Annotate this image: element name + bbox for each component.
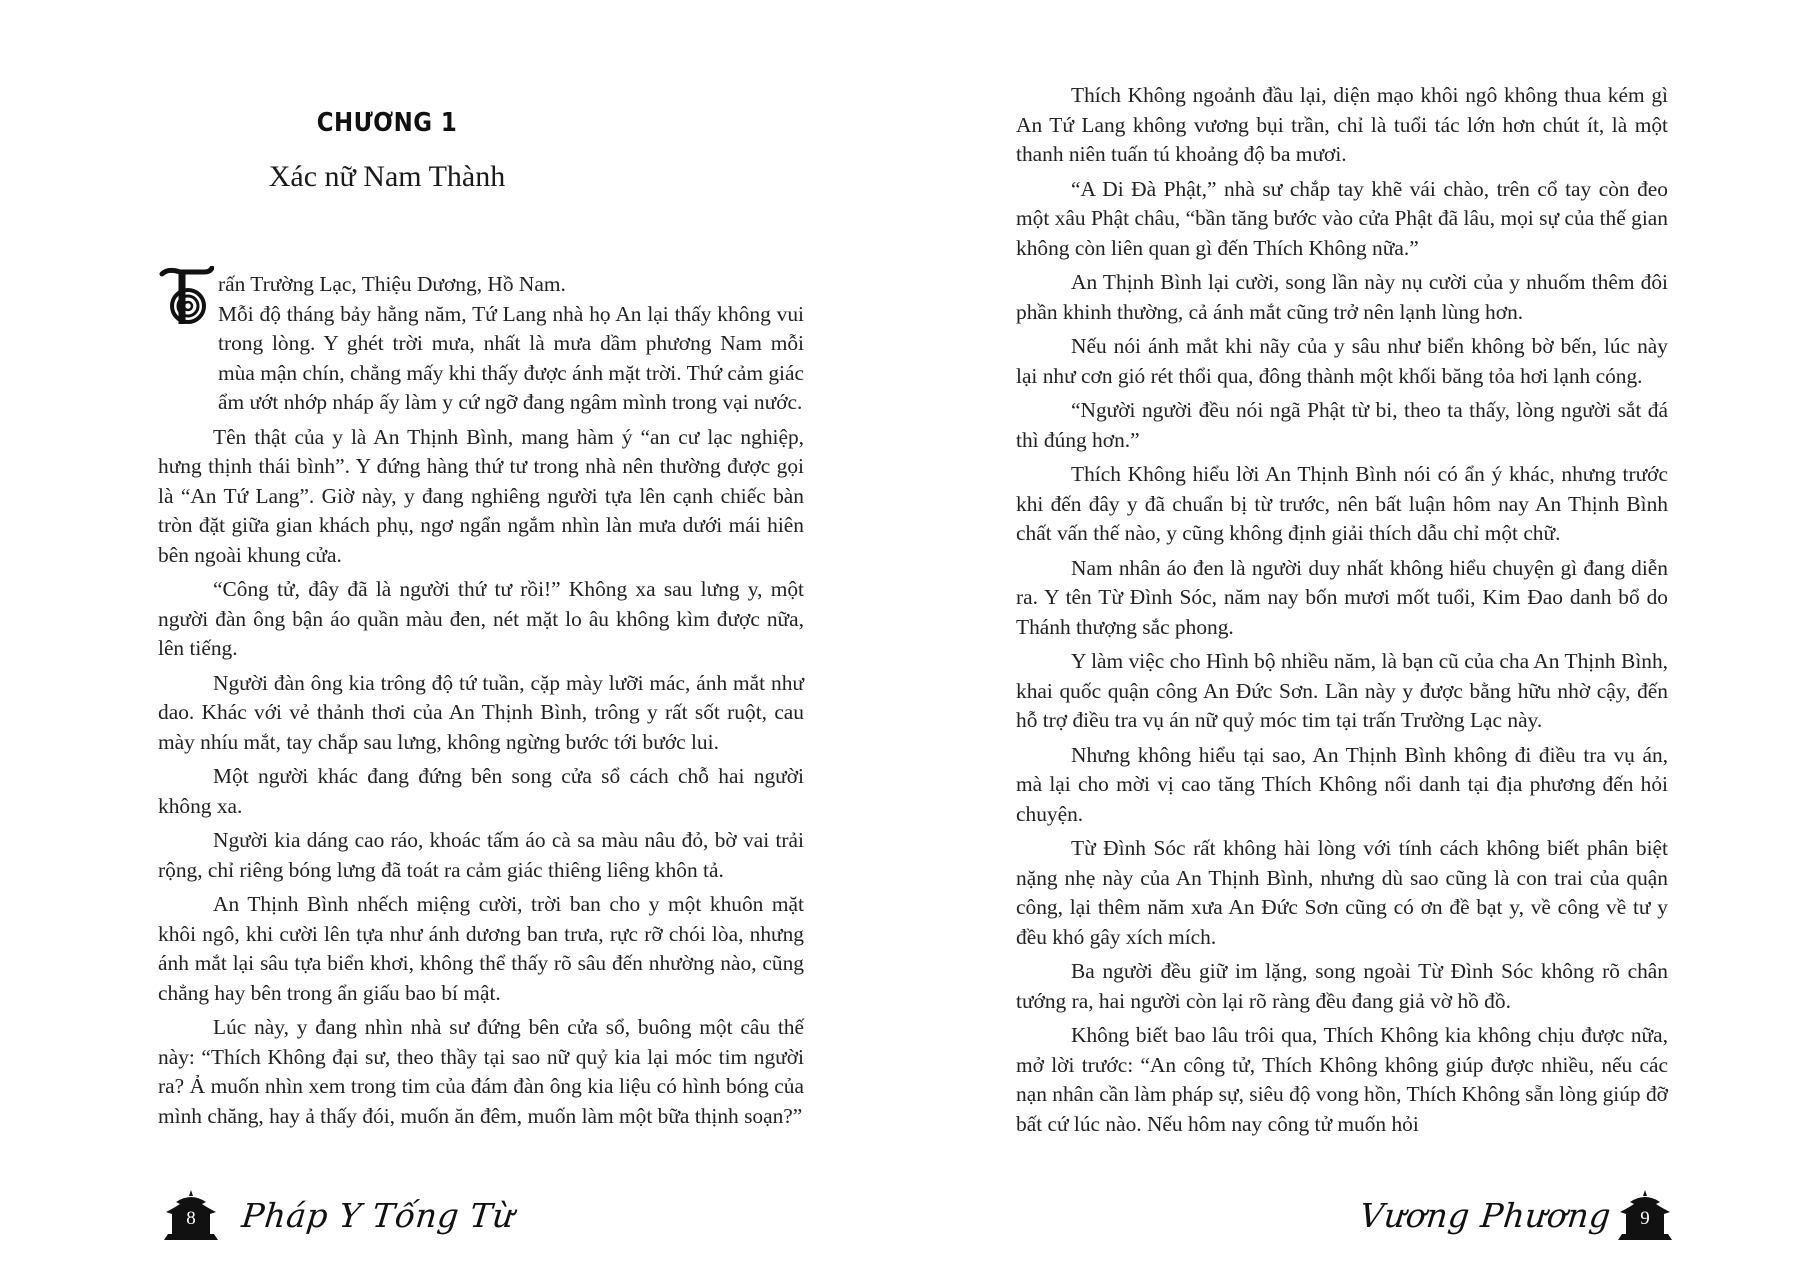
- left-footer: [150, 1188, 570, 1258]
- chapter-number: CHƯƠNG 1: [316, 108, 458, 138]
- paragraph: Lúc này, y đang nhìn nhà sư đứng bên cửa sổ, buông một câu thế này: “Thích Không đại sư, theo thầy tại sao nữ quỷ kia lại móc tim người ra? Ả muốn nhìn xem trong tim của đám đàn ông kia liệu có hình bóng của mình chăng, hay ả thấy đói, muốn ăn đêm, muốn làm một bữa thịnh soạn?”: [158, 1015, 804, 1128]
- drop-cap-ornament: [158, 266, 214, 330]
- paragraph: Nhưng không hiểu tại sao, An Thịnh Bình không đi điều tra vụ án, mà lại cho mời vị cao tăng Thích Không nổi danh tại địa phương đến hỏi chuyện.: [1016, 742, 1668, 826]
- paragraph: Người kia dáng cao ráo, khoác tấm áo cà sa màu nâu đỏ, bờ vai trải rộng, chỉ riêng bóng lưng đã toát ra cảm giác thiêng liêng khôn tả.: [158, 828, 804, 882]
- paragraph: Nam nhân áo đen là người duy nhất không hiểu chuyện gì đang diễn ra. Y tên Từ Đình Sóc, năm nay bốn mươi mốt tuổi, Kim Đao danh bổ do Thánh thượng sắc phong.: [1016, 555, 1668, 639]
- paragraph: Thích Không hiểu lời An Thịnh Bình nói có ẩn ý khác, nhưng trước khi đến đây y đã chuẩn bị từ trước, nên bất luận hôm nay An Thịnh Bình chất vấn thế nào, y cũng không định giải thích dẫu chỉ một chữ.: [1016, 462, 1668, 545]
- paragraph: An Thịnh Bình lại cười, song lần này nụ cười của y nhuốm thêm đôi phần khinh thường, cả ánh mắt cũng trở nên lạnh lùng hơn.: [1016, 270, 1668, 324]
- paragraph: “Người người đều nói ngã Phật từ bi, theo ta thấy, lòng người sắt đá thì đúng hơn.”: [1016, 398, 1668, 452]
- paragraph: “A Di Đà Phật,” nhà sư chắp tay khẽ vái chào, trên cổ tay còn đeo một xâu Phật châu, “bần tăng bước vào cửa Phật đã lâu, mọi sự của thế gian không còn liên quan gì đến Thích Không nữa.”: [1016, 176, 1668, 260]
- paragraph: “Công tử, đây đã là người thứ tư rồi!” Không xa sau lưng y, một người đàn ông bận áo quần màu đen, nét mặt lo âu không kìm được nữa, lên tiếng.: [158, 577, 804, 660]
- chapter-title: Xác nữ Nam Thành: [268, 160, 506, 193]
- paragraph: Không biết bao lâu trôi qua, Thích Không kia không chịu được nữa, mở lời trước: “An công tử, Thích Không không giúp được nhiều, nếu các nạn nhân cần làm pháp sự, siêu độ vong hồn, Thích Không sẵn lòng giúp đỡ bất cứ lúc nào. Nếu hôm nay công tử muốn hỏi: [1016, 1023, 1668, 1136]
- drop-cap-paragraph: [158, 270, 804, 418]
- paragraph: Người đàn ông kia trông độ tứ tuần, cặp mày lưỡi mác, ánh mắt như dao. Khác với vẻ thảnh thơi của An Thịnh Bình, trông y rất sốt ruột, cau mày nhíu mắt, tay chắp sau lưng, không ngừng bước tới bước lui.: [158, 670, 804, 754]
- right-footer: [1357, 1188, 1690, 1258]
- right-body-text: [1016, 81, 1668, 1144]
- paragraph: An Thịnh Bình nhếch miệng cười, trời ban cho y một khuôn mặt khôi ngô, khi cười lên tựa như ánh dương ban trưa, rực rỡ chói lòa, nhưng ánh mắt lại sâu tựa biển khơi, không thể thấy rõ sâu đến nhường nào, cũng chẳng hay bên trong ẩn giấu bao bí mật.: [158, 892, 804, 1005]
- first-line: rấn Trường Lạc, Thiệu Dương, Hồ Nam.: [218, 272, 566, 296]
- drop-cap-letter: T: [182, 306, 183, 307]
- running-title: Pháp Y Tống Từ: [239, 1196, 517, 1235]
- paragraph: Tên thật của y là An Thịnh Bình, mang hàm ý “an cư lạc nghiệp, hưng thịnh thái bình”. Y đứng hàng thứ tư trong nhà nên thường được gọi là “An Tứ Lang”. Giờ này, y đang nghiêng người tựa lên cạnh chiếc bàn tròn đặt giữa gian khách phụ, ngơ ngẩn ngắm nhìn làn mưa dưới mái hiên bên ngoài khung cửa.: [158, 424, 804, 567]
- paragraph: Nếu nói ánh mắt khi nãy của y sâu như biển không bờ bến, lúc này lại như cơn gió rét thổi qua, đông thành một khối băng tỏa hơi lạnh cóng.: [1016, 334, 1668, 388]
- page-number: 8: [186, 1208, 196, 1229]
- paragraph: Ba người đều giữ im lặng, song ngoài Từ Đình Sóc không rõ chân tướng ra, hai người còn lại rõ ràng đều đang giả vờ hồ đồ.: [1016, 959, 1668, 1013]
- running-title: Vương Phương: [1357, 1196, 1613, 1235]
- left-body-text: [158, 270, 804, 1136]
- paragraph: Mỗi độ tháng bảy hằng năm, Tứ Lang nhà họ An lại thấy không vui trong lòng. Y ghét trời mưa, nhất là mưa dầm phương Nam mỗi mùa mận chín, chẳng mấy khi thấy được ánh mặt trời. Thứ cảm giác ẩm ướt nhớp nháp ấy làm y cứ ngỡ đang ngâm mình trong vại nước.: [218, 301, 804, 414]
- paragraph: Một người khác đang đứng bên song cửa sổ cách chỗ hai người không xa.: [158, 764, 804, 818]
- paragraph: Y làm việc cho Hình bộ nhiều năm, là bạn cũ của cha An Thịnh Bình, khai quốc quận công An Đức Sơn. Lần này y được bằng hữu nhờ cậy, đến hỗ trợ điều tra vụ án nữ quỷ móc tim tại trấn Trường Lạc này.: [1016, 649, 1668, 732]
- page-number: 9: [1640, 1208, 1650, 1229]
- paragraph: Từ Đình Sóc rất không hài lòng với tính cách không biết phân biệt nặng nhẹ này của An Thịnh Bình, nhưng dù sao cũng là con trai của quận công, lại thêm năm xưa An Đức Sơn cũng có ơn đề bạt y, về công về tư y đều khó gây xích mích.: [1016, 836, 1668, 949]
- paragraph: Thích Không ngoảnh đầu lại, diện mạo khôi ngô không thua kém gì An Tứ Lang không vương bụi trần, chỉ là tuổi tác lớn hơn chút ít, là một thanh niên tuấn tú khoảng độ ba mươi.: [1016, 83, 1668, 166]
- left-page: [0, 0, 906, 1281]
